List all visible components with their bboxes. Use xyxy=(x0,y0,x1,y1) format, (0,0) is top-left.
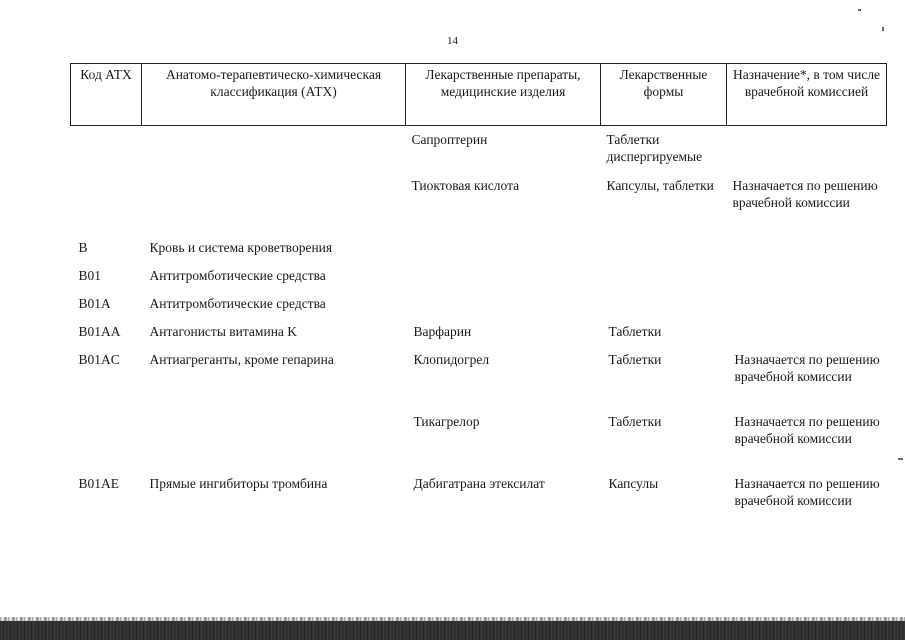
cell-classification xyxy=(142,413,406,475)
cell-code: B01A xyxy=(78,296,111,311)
cell-drug xyxy=(406,267,601,295)
header-classification: Анатомо-терапевтическо-химическая классификация (АТХ) xyxy=(142,64,406,126)
scan-speck xyxy=(882,27,884,31)
cell-drug: Тикагрелор xyxy=(413,414,480,429)
cell-classification: Антиагреганты, кроме гепарина xyxy=(149,352,334,367)
table-row xyxy=(71,323,887,351)
table-row xyxy=(71,351,887,413)
table-row xyxy=(71,126,887,178)
cell-classification: Прямые ингибиторы тромбина xyxy=(149,476,328,491)
cell-form: Таблетки xyxy=(608,324,662,339)
cell-form: Таблетки xyxy=(608,414,662,429)
cell-purpose xyxy=(727,267,887,295)
scan-speck xyxy=(858,9,861,11)
scan-edge-bar xyxy=(0,621,905,640)
table-row xyxy=(71,295,887,323)
header-form: Лекарственные формы xyxy=(601,64,727,126)
table-row xyxy=(71,177,887,239)
cell-code xyxy=(71,413,142,475)
cell-drug: Сапроптерин xyxy=(411,132,488,147)
cell-form xyxy=(601,295,727,323)
cell-purpose xyxy=(727,239,887,267)
cell-form: Таблетки диспергируемые xyxy=(606,132,703,164)
cell-drug: Клопидогрел xyxy=(413,352,490,367)
cell-code: B01AE xyxy=(78,476,119,491)
table-row xyxy=(71,475,887,537)
cell-drug: Варфарин xyxy=(413,324,472,339)
cell-code: B01 xyxy=(78,268,102,283)
cell-form xyxy=(601,267,727,295)
header-drug: Лекарственные препараты, медицинские изделия xyxy=(406,64,601,126)
cell-code: B01AC xyxy=(78,352,120,367)
cell-purpose xyxy=(727,323,887,351)
cell-purpose: Назначается по решению врачебной комиссии xyxy=(732,178,878,210)
cell-form: Таблетки xyxy=(608,352,662,367)
cell-code xyxy=(71,126,142,178)
table-row xyxy=(71,413,887,475)
cell-code xyxy=(71,177,142,239)
atc-table xyxy=(70,63,887,537)
cell-classification: Антагонисты витамина K xyxy=(149,324,298,339)
page-number: 14 xyxy=(447,35,458,47)
cell-drug: Тиоктовая кислота xyxy=(411,178,520,193)
cell-purpose: Назначается по решению врачебной комиссии xyxy=(734,414,880,446)
table-row xyxy=(71,267,887,295)
cell-purpose xyxy=(727,295,887,323)
scan-speck xyxy=(898,458,903,460)
cell-purpose xyxy=(727,126,887,178)
cell-drug: Дабигатрана этексилат xyxy=(413,476,545,491)
cell-form xyxy=(601,239,727,267)
header-purpose: Назначение*, в том числе врачебной комиссией xyxy=(727,64,887,126)
cell-purpose: Назначается по решению врачебной комиссии xyxy=(734,352,880,384)
cell-form: Капсулы xyxy=(608,476,659,491)
cell-form: Капсулы, таблетки xyxy=(606,178,714,193)
cell-classification: Кровь и система кроветворения xyxy=(149,240,333,255)
table-row xyxy=(71,239,887,267)
cell-purpose: Назначается по решению врачебной комиссии xyxy=(734,476,880,508)
cell-classification xyxy=(142,177,406,239)
cell-classification: Антитромботические средства xyxy=(149,268,326,283)
cell-drug xyxy=(406,239,601,267)
cell-classification: Антитромботические средства xyxy=(149,296,326,311)
header-code: Код АТХ xyxy=(71,64,142,126)
table-header-row xyxy=(71,64,887,126)
cell-code: B01AA xyxy=(78,324,121,339)
cell-code: B xyxy=(78,240,88,255)
cell-classification xyxy=(142,126,406,178)
cell-drug xyxy=(406,295,601,323)
